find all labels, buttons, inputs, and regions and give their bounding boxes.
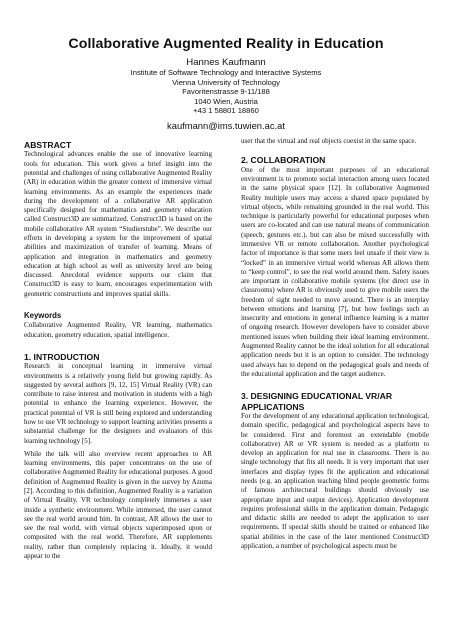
author-name: Hannes Kaufmann bbox=[186, 57, 266, 68]
introduction-paragraph: Research in conceptual learning in immersive virtual environments is a relatively young field but growing rapidly. As suggested by several authors [9, 12, 15] Virtual Reality (VR) can contribute to raise interest and motivation in students with a high potential to enhance the learning experience. However, the practical potential of VR is still being explored and understanding how to use VR technology to support learning activities presents a substantial challenge for the designers and evaluators of this learning technology [5]. bbox=[24, 362, 212, 445]
affiliation-line: +43 1 58801 18860 bbox=[193, 106, 259, 116]
affiliation-line: 1040 Wien, Austria bbox=[194, 96, 258, 106]
continued-text: user that the virtual and real objects coexist in the same space. bbox=[241, 137, 417, 145]
introduction-heading: 1. INTRODUCTION bbox=[24, 351, 100, 362]
right-column bbox=[241, 137, 429, 551]
collaboration-heading: 2. COLLABORATION bbox=[241, 155, 326, 166]
paper-title: Collaborative Augmented Reality in Education bbox=[68, 36, 384, 52]
author-email: kaufmann@ims.tuwien.ac.at bbox=[167, 119, 285, 131]
designing-heading: 3. DESIGNING EDUCATIONAL VR/AR APPLICATIONS bbox=[241, 391, 393, 412]
designing-text: For the development of any educational application technological, domain specific, pedagogical and psychological aspects have to be considered. First and foremost an extendable (mobile collaborative) AR or VR system is needed as a platform to develop an application for real use in classrooms. There is no single technology that fits all needs. It is very important that user interfaces and display types fit the application and educational needs (e.g. an application teaching blind people geometric forms of famous architectural buildings should obviously use appropriate input and output devices). Application development requires professional skills in the application domain. Pedagogic and didactic skills are needed to adept the application to user requirements. If special skills should be trained or enhanced like spatial abilities in the case of the later mentioned Construct3D application, a number of psychological aspects must be bbox=[241, 411, 429, 550]
abstract-text: Technological advances enable the use of innovative learning tools for education. This work gives a brief insight into the potential and challenges of using collaborative Augmented Reality (AR) in education within the greater context of immersive virtual learning environments. As an example the experiences made during the development of a collaborative AR application specifically designed for mathematics and geometry education called Construct3D are summarized. Construct3D is based on the mobile collaborative AR system “Studierstube”. We describe our efforts in developing a system for the improvement of spatial abilities and maximization of transfer of learning. Means of application and integration in mathematics and geometry education at high school as well as university level are being discussed. Anecdotal evidence supports our claim that Construct3D is easy to learn, encourages experimentation with geometric constructions and improves spatial skills. bbox=[24, 150, 212, 298]
left-column bbox=[24, 140, 212, 561]
paper-header bbox=[0, 36, 452, 131]
collaboration-text: One of the most important purposes of an educational environment is to promote social interaction among users located in the same physical space [12]. In collaborative Augmented Reality multiple users may access a shared space populated by virtual objects, while remaining grounded in the real world. This technique is particularly powerful for educational purposes when users are co-located and can use natural means of communication (speech, gestures etc.), but can also be mixed successfully with immersive VR or remote collaboration. Another psychological factor of importance is that some users feel unsafe if their view is “locked” in an immersive virtual world whereas AR allows them to “keep control”, to see the real world around them. Safety issues are important in collaborative mobile systems (for direct use in classrooms) where AR is obviously used to give mobile users the freedom of sight needed to move around. There is an interplay between emotions and learning [7], but how feelings such as insecurity and emotions in general influence learning is a matter of ongoing research. However developers have to consider above mentioned issues when building their ideal learning environment. Augmented Reality cannot be the ideal solution for all educational application needs but it is an option to consider. The technology used always has to depend on the pedagogical goals and needs of the educational application and the target audience. bbox=[241, 165, 429, 378]
affiliation-line: Institute of Software Technology and Interactive Systems bbox=[130, 68, 322, 77]
introduction-paragraph: While the talk will also overview recent approaches to AR learning environments, this paper concentrates on the use of collaborative Augmented Reality for educational purposes. A good definition of Augmented Reality is given in the survey by Azuma [2]. According to this definition, Augmented Reality is a variation of Virtual Reality. VR technology completely immerses a user inside a synthetic environment. While immersed, the user cannot see the real world around him. In contrast, AR allows the user to see the real world, with virtual objects superimposed upon or composited with the real world. Therefore, AR supplements reality, rather than completely replacing it. Ideally, it would appear to the bbox=[24, 449, 212, 560]
abstract-heading: ABSTRACT bbox=[24, 140, 72, 150]
affiliation-line: Vienna University of Technology bbox=[172, 77, 280, 87]
keywords-text: Collaborative Augmented Reality, VR learning, mathematics education, geometry education, spatial intelligence. bbox=[24, 321, 212, 339]
keywords-heading: Keywords bbox=[24, 310, 62, 320]
affiliation-line: Favoritenstrasse 9-11/188 bbox=[182, 87, 270, 97]
